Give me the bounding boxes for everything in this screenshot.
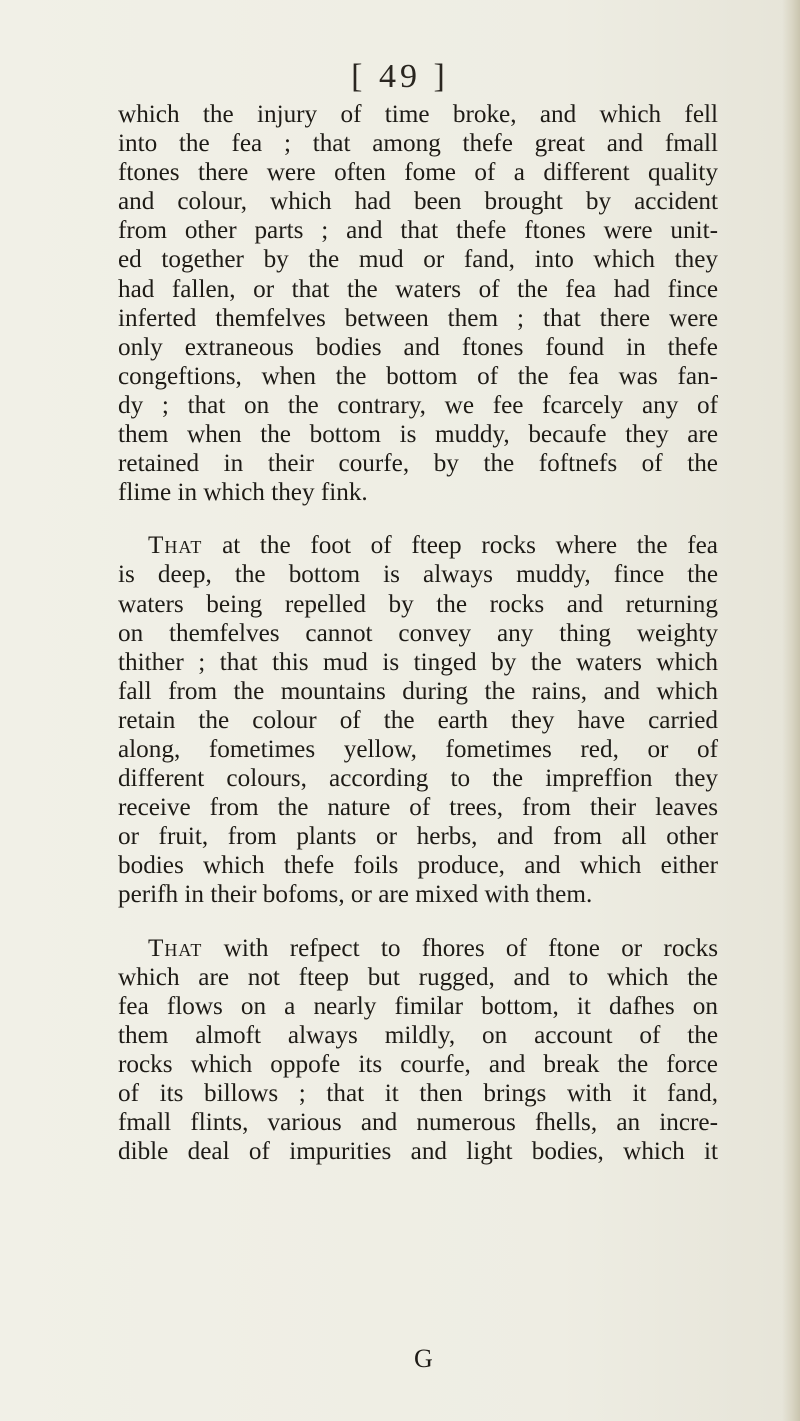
text-line: thither ; that this mud is tinged by the waters which <box>118 648 718 676</box>
body-text <box>118 100 718 1166</box>
text-line: had fallen, or that the waters of the fea had fince <box>118 275 718 303</box>
text-line: from other parts ; and that thefe ftones were unit- <box>118 217 718 245</box>
text-line: of its billows ; that it then brings with it fand, <box>118 1080 718 1107</box>
text-line: different colours, according to the impreffion they <box>118 765 718 793</box>
text-line: which the injury of time broke, and which fell <box>118 101 718 128</box>
text-line: into the fea ; that among thefe great and fmall <box>118 130 718 158</box>
text-line-lead <box>118 934 718 963</box>
text-line: dible deal of impurities and light bodies, which it <box>118 1138 718 1166</box>
text-line: or fruit, from plants or herbs, and from all other <box>118 823 718 851</box>
text-line: receive from the nature of trees, from their leaves <box>118 794 718 822</box>
text-line: is deep, the bottom is always muddy, fince the <box>118 561 718 589</box>
signature-mark: G <box>414 1344 433 1373</box>
text-line: ed together by the mud or fand, into which they <box>118 246 718 274</box>
text-line: only extraneous bodies and ftones found in thefe <box>118 333 718 361</box>
text-line: inferted themfelves between them ; that there were <box>118 304 718 332</box>
text-line: them when the bottom is muddy, becaufe they are <box>118 421 718 449</box>
text-line: retain the colour of the earth they have carried <box>118 706 718 734</box>
text-line: bodies which thefe foils produce, and which either <box>118 852 718 880</box>
text-line: waters being repelled by the rocks and returning <box>118 590 718 618</box>
text-line: fmall flints, various and numerous fhells, an incre- <box>118 1109 718 1137</box>
text-line: fall from the mountains during the rains, and which <box>118 677 718 705</box>
text-line: on themfelves cannot convey any thing weighty <box>118 619 718 647</box>
text-line: and colour, which had been brought by accident <box>118 188 718 216</box>
text-line: dy ; that on the contrary, we fee fcarcely any of <box>118 391 718 419</box>
text-line: perifh in their bofoms, or are mixed with them. <box>118 881 593 909</box>
page-edge-shadow <box>782 0 800 1421</box>
page-number-header: [ 49 ] <box>351 58 449 95</box>
paragraph-lead-word: That <box>148 934 203 962</box>
text-line-rest: with refpect to fhores of ftone or rocks <box>202 934 718 962</box>
text-line: rocks which oppofe its courfe, and break the force <box>118 1050 718 1078</box>
text-line: along, fometimes yellow, fometimes red, or of <box>118 735 718 763</box>
text-line: retained in their courfe, by the foftnefs of the <box>118 450 718 478</box>
text-line: flime in which they fink. <box>118 479 368 507</box>
text-line: ftones there were often fome of a different quality <box>118 159 718 187</box>
text-line-lead <box>118 531 718 560</box>
text-line: fea flows on a nearly fimilar bottom, it dafhes on <box>118 992 718 1020</box>
paragraph-2 <box>118 531 718 909</box>
text-line: congeftions, when the bottom of the fea was fan- <box>118 362 718 390</box>
paragraph-1 <box>118 100 718 507</box>
paragraph-lead-word: That <box>148 532 203 560</box>
text-line: which are not fteep but rugged, and to which the <box>118 963 718 991</box>
text-line-rest: at the foot of fteep rocks where the fea <box>202 532 718 560</box>
paragraph-3 <box>118 934 718 1167</box>
text-line: them almoft always mildly, on account of the <box>118 1021 718 1049</box>
